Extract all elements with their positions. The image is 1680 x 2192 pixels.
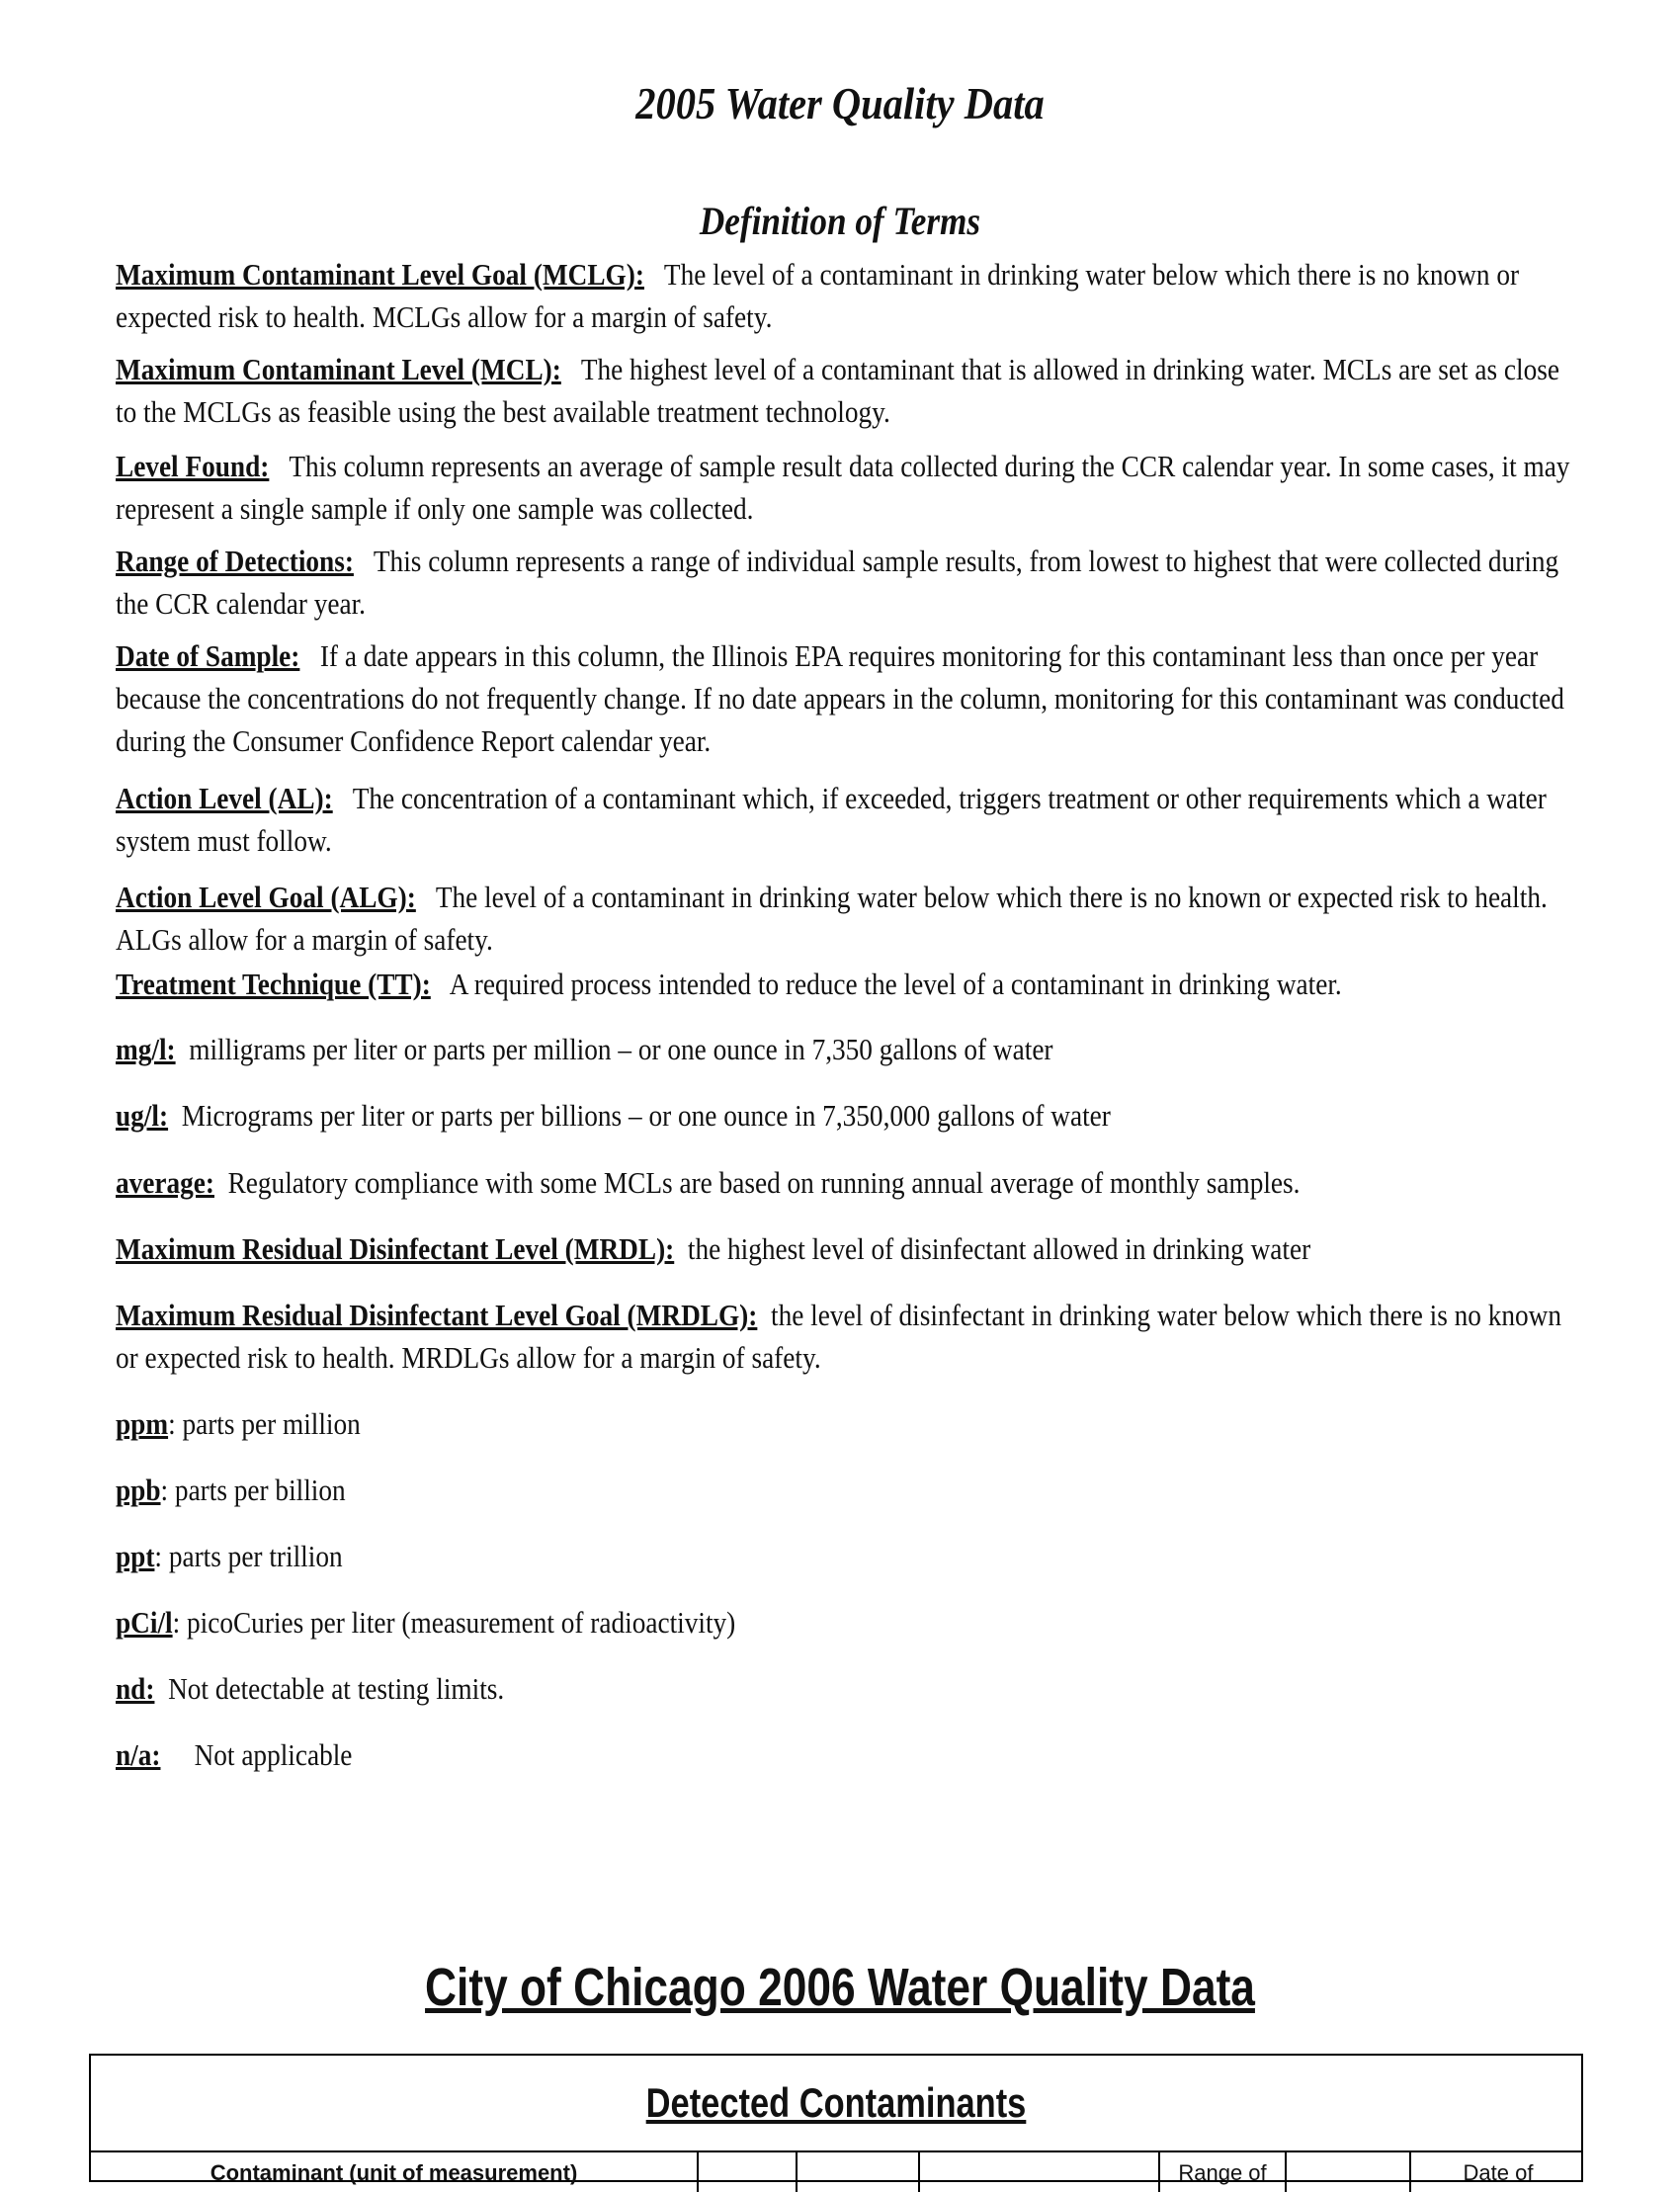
column-header: Range of [1158, 2152, 1285, 2192]
column-header [1285, 2152, 1409, 2192]
term: Action Level Goal (ALG): [116, 880, 416, 914]
definition-text: This column represents a range of individual sample results, from lowest to highest that were collected during the CCR calendar year. [116, 544, 1559, 621]
term: ug/l: [116, 1098, 169, 1133]
term: Range of Detections: [116, 544, 354, 578]
definition-text: the highest level of disinfectant allowed in drinking water [687, 1231, 1311, 1266]
table-header-row [91, 2150, 1581, 2192]
definition-text: : picoCuries per liter (measurement of radioactivity) [172, 1605, 736, 1640]
definition-date-of-sample [116, 634, 1576, 777]
definition-text: Not applicable [194, 1737, 353, 1772]
term: pCi/l [116, 1605, 173, 1640]
definition-mrdlg [116, 1294, 1576, 1402]
definition-action-level [116, 777, 1576, 876]
column-header [796, 2152, 918, 2192]
definition-ppb [116, 1469, 1576, 1535]
definition-ugl [116, 1094, 1576, 1161]
definition-ppt [116, 1535, 1576, 1601]
column-header [697, 2152, 796, 2192]
definition-mrdl [116, 1227, 1576, 1294]
definition-text: : parts per trillion [154, 1539, 343, 1573]
definition-tt [116, 963, 1576, 1028]
term: Treatment Technique (TT): [116, 967, 431, 1001]
section-title: City of Chicago 2006 Water Quality Data [425, 1958, 1255, 2017]
column-header: Date of [1409, 2152, 1585, 2192]
definition-average [116, 1161, 1576, 1227]
definition-text: The level of a contaminant in drinking water below which there is no known or expected risk to health. ALGs allow for a margin of safety. [116, 880, 1548, 957]
term: Maximum Residual Disinfectant Level (MRDL): [116, 1231, 675, 1266]
term: Level Found: [116, 449, 270, 483]
term: nd: [116, 1671, 155, 1706]
definition-text: Not detectable at testing limits. [168, 1671, 505, 1706]
definition-text: the level of disinfectant in drinking water below which there is no known or expected risk to health. MRDLGs allow for a margin of safety. [116, 1298, 1562, 1375]
column-header [918, 2152, 1158, 2192]
definition-mgl [116, 1028, 1576, 1094]
definition-level-found [116, 445, 1576, 540]
definition-text: Micrograms per liter or parts per billions – or one ounce in 7,350,000 gallons of water [181, 1098, 1111, 1133]
table-title: Detected Contaminants [645, 2079, 1027, 2126]
definition-text: The level of a contaminant in drinking water below which there is no known or expected risk to health. MCLGs allow for a margin of safety. [116, 257, 1520, 334]
term: Maximum Contaminant Level Goal (MCLG): [116, 257, 644, 292]
page-title: 2005 Water Quality Data [635, 78, 1045, 128]
definition-ppm [116, 1402, 1576, 1469]
term: Maximum Contaminant Level (MCL): [116, 352, 561, 386]
definition-text: Regulatory compliance with some MCLs are based on running annual average of monthly samples. [227, 1165, 1301, 1200]
definition-mcl [116, 348, 1576, 445]
term: n/a: [116, 1737, 161, 1772]
definition-text: : parts per million [168, 1406, 361, 1441]
definition-range [116, 540, 1576, 634]
definition-text: : parts per billion [160, 1473, 346, 1507]
term: average: [116, 1165, 214, 1200]
section-subtitle: Definition of Terms [699, 199, 981, 243]
term: ppm [116, 1406, 169, 1441]
definition-text: milligrams per liter or parts per million – or one ounce in 7,350 gallons of water [189, 1032, 1053, 1066]
term: Maximum Residual Disinfectant Level Goal (MRDLG): [116, 1298, 758, 1332]
definition-text: A required process intended to reduce the level of a contaminant in drinking water. [449, 967, 1342, 1001]
term: ppt [116, 1539, 155, 1573]
definition-text: If a date appears in this column, the Illinois EPA requires monitoring for this contaminant less than once per year because the concentrations do not frequently change. If no date appears in the column, monitoring for this contaminant was conducted during the Consumer Confidence Report calendar year. [116, 638, 1564, 758]
definition-na [116, 1733, 1576, 1800]
definitions-list [116, 253, 1578, 1800]
detected-contaminants-table [89, 2054, 1583, 2185]
term: mg/l: [116, 1032, 176, 1066]
term: Date of Sample: [116, 638, 300, 673]
column-header: Contaminant (unit of measurement) [210, 2160, 578, 2185]
definition-nd [116, 1667, 1576, 1733]
definition-mclg [116, 253, 1576, 348]
definition-text: The highest level of a contaminant that is allowed in drinking water. MCLs are set as close to the MCLGs as feasible using the best available treatment technology. [116, 352, 1559, 429]
term: ppb [116, 1473, 161, 1507]
term: Action Level (AL): [116, 781, 333, 815]
definition-pcil [116, 1601, 1576, 1667]
definition-text: The concentration of a contaminant which, if exceeded, triggers treatment or other requirements which a water system must follow. [116, 781, 1547, 858]
definition-alg [116, 876, 1576, 963]
definition-text: This column represents an average of sample result data collected during the CCR calendar year. In some cases, it may represent a single sample if only one sample was collected. [116, 449, 1570, 526]
